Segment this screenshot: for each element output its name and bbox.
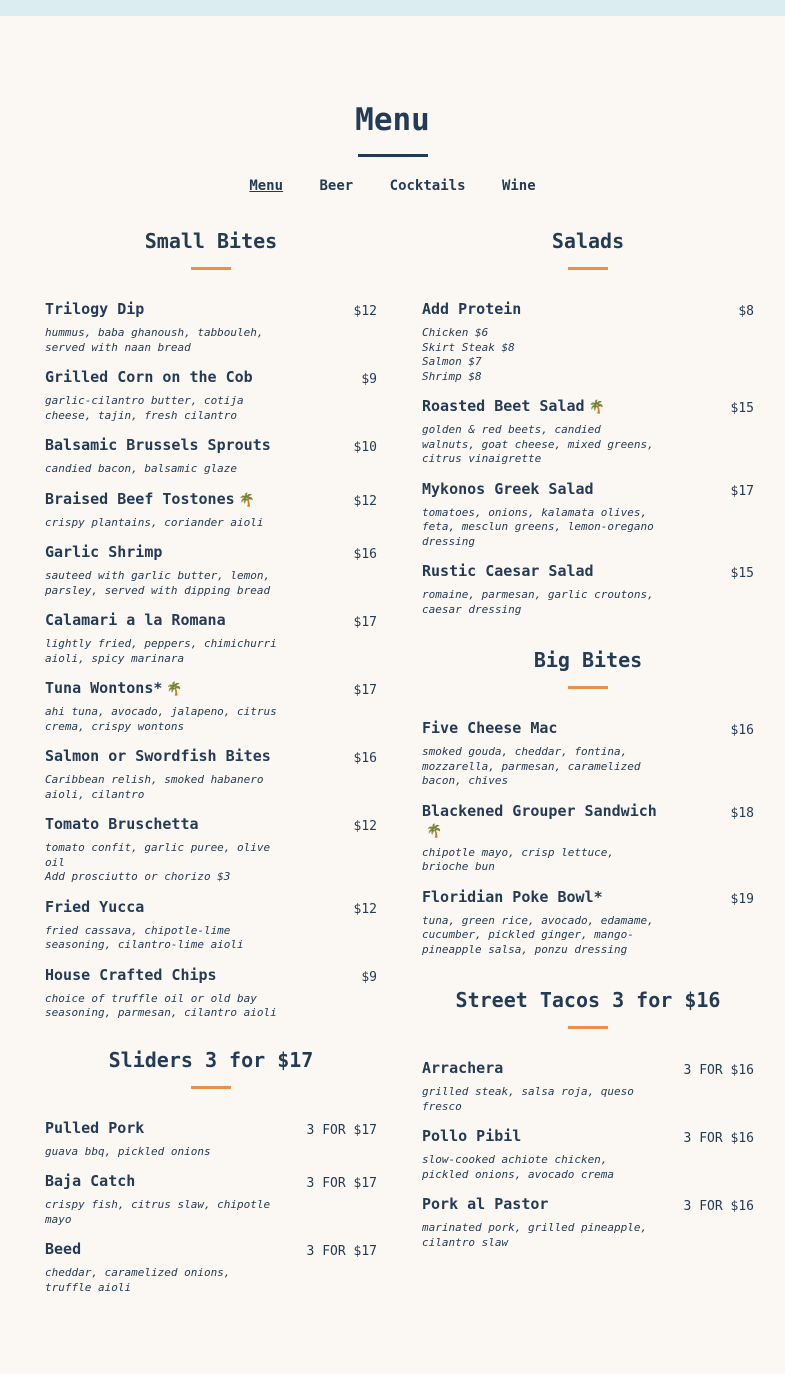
menu-item-name [45,1240,81,1259]
menu-item-name-text: Blackened Grouper Sandwich [422,801,657,820]
top-bar [0,0,785,16]
menu-item-description-line: golden & red beets, candied walnuts, goat cheese, mixed greens, citrus vinaigrette [422,423,654,465]
menu-item [45,1172,377,1227]
menu-item-description-line: chipotle mayo, crisp lettuce, brioche bun [422,845,615,873]
menu-item-price: 3 FOR $16 [683,1199,754,1214]
menu-item-price: $12 [353,819,377,834]
menu-item-description [422,1085,654,1114]
menu-item-description [422,326,654,384]
menu-item-name [422,719,557,738]
menu-item-description-line: sauteed with garlic butter, lemon, parsley, served with dipping bread [45,569,271,597]
nav-link-beer[interactable]: Beer [319,178,354,194]
menu-item-header [422,562,754,583]
menu-item-description-line: choice of truffle oil or old bay seasoning, parmesan, cilantro aioli [45,991,277,1019]
menu-item-price: $15 [730,566,754,581]
menu-item-header [45,1119,377,1140]
menu-item-header [45,1172,377,1193]
nav-link-menu[interactable]: Menu [249,178,284,194]
menu-item [45,300,377,355]
menu-item-name-text: Pork al Pastor [422,1195,549,1213]
menu-item-description [45,516,277,531]
menu-item [45,611,377,666]
menu-item-name [422,802,662,841]
section-salads [422,228,754,617]
menu-item-description [422,1153,654,1182]
menu-item-description-line: Shrimp $8 [422,369,482,383]
menu-item [45,1240,377,1295]
nav-link-cocktails[interactable]: Cocktails [389,178,466,194]
menu-item-description [45,1266,277,1295]
menu-item-description [45,992,277,1021]
menu-item-price: $18 [730,805,754,821]
menu-item-description-line: candied bacon, balsamic glaze [45,462,238,475]
menu-item-header [45,611,377,632]
menu-item [422,562,754,617]
menu-item-name-text: House Crafted Chips [45,965,217,984]
menu-item-name-text: Pollo Pibil [422,1127,522,1145]
palm-tree-icon: 🌴 [166,682,183,697]
menu-item-price: 3 FOR $17 [306,1244,377,1259]
menu-item-price: 3 FOR $17 [306,1122,377,1138]
nav-link-wine[interactable]: Wine [501,178,536,194]
page-title: Menu [355,102,430,138]
menu-item-name-text: Add Protein [422,300,522,318]
menu-item [45,1119,377,1160]
menu-item-description [422,914,654,958]
section-title: Sliders 3 for $17 [108,1047,314,1072]
menu-item-description [45,1145,277,1160]
menu-item-price: $10 [353,440,377,455]
menu-item [422,1127,754,1182]
menu-item-price: $17 [353,615,377,630]
menu-item-price: $8 [738,304,754,319]
palm-tree-icon: 🌴 [426,823,443,839]
menu-item-description-line: crispy plantains, coriander aioli [45,515,264,529]
menu-item-price: $12 [353,901,377,917]
menu-item-header [45,747,377,768]
palm-tree-icon: 🌴 [588,400,605,415]
menu-item-description [45,1198,277,1227]
menu-item-name-text: Salmon or Swordfish Bites [45,747,271,765]
menu-item [45,368,377,423]
menu-item-header [45,300,377,321]
menu-item-name-text: Roasted Beet Salad [422,397,585,415]
menu-item-name-text: Trilogy Dip [45,300,145,318]
menu-item-description-line: garlic-cilantro butter, cotija cheese, tajin, fresh cilantro [45,394,244,422]
menu-item [422,1195,754,1250]
menu-item-name [422,300,521,319]
menu-item-price: $9 [361,969,377,985]
menu-item-name [45,611,226,630]
menu-item-price: $9 [361,372,377,387]
menu-item-header [422,397,754,418]
menu-item-price: 3 FOR $17 [306,1176,377,1191]
section-divider [568,686,608,689]
menu-item-name [45,490,255,510]
menu-item-name [422,1195,548,1214]
menu-item-name [45,543,162,562]
menu-item-description-line: guava bbq, pickled onions [45,1144,211,1158]
menu-item-name-text: Grilled Corn on the Cob [45,368,253,386]
menu-item-header [45,1240,377,1261]
menu-item-description-line: romaine, parmesan, garlic croutons, caesar dressing [422,588,654,616]
menu-item-header [45,898,377,919]
menu-item-name [45,898,144,917]
menu-item-price: $17 [353,683,377,698]
menu-item-price: 3 FOR $16 [683,1131,754,1146]
menu-item-description-line: Chicken $6 [422,326,489,339]
menu-item-description-line: slow-cooked achiote chicken, pickled onions, avocado crema [422,1153,615,1181]
menu-item-price: $17 [730,483,754,499]
menu-item-description-line: lightly fried, peppers, chimichurri aioli, spicy marinara [45,637,277,665]
menu-item-name-text: Five Cheese Mac [422,719,558,737]
menu-item-description-line: marinated pork, grilled pineapple, cilantro slaw [422,1221,648,1249]
section-sliders [45,1047,377,1296]
menu-item-description [422,1221,654,1250]
menu-item-header [422,1127,754,1148]
menu-item-header [45,679,377,700]
menu-item-description [45,841,277,885]
menu-item-description-line: tomatoes, onions, kalamata olives, feta, mesclun greens, lemon-oregano dressing [422,505,654,548]
menu-item [422,888,754,958]
menu-item-header [422,802,754,841]
menu-item-header [45,436,377,457]
menu-item-description [45,924,277,953]
menu-item-name-text: Mykonos Greek Salad [422,479,594,498]
section-title: Big Bites [533,648,643,672]
menu-item [45,490,377,531]
section-title: Salads [551,229,625,253]
menu-item-name-text: Calamari a la Romana [45,611,226,629]
menu-item-description-line: cheddar, caramelized onions, truffle aioli [45,1266,231,1294]
menu-item-price: $16 [353,547,377,562]
menu-item-price: $12 [353,304,377,319]
menu-item-description-line: hummus, baba ghanoush, tabbouleh, served with naan bread [45,326,264,354]
menu-item-description [45,569,277,598]
menu-item-price: $19 [730,891,754,907]
menu-item-description-line: tomato confit, garlic puree, olive oil [45,841,271,869]
menu-item [45,747,377,802]
menu-item-name [422,888,603,907]
menu-item-name [45,436,271,455]
menu-item-description [422,745,654,789]
menu-item-description-line: crispy fish, citrus slaw, chipotle mayo [45,1198,271,1226]
menu-item-name [45,300,144,319]
menu-item-name-text: Beed [45,1240,82,1258]
menu-item-name [422,480,594,499]
menu-item-price: $16 [730,723,754,738]
menu-item [45,898,377,953]
menu-item-description-line: tuna, green rice, avocado, edamame, cucumber, pickled ginger, mango-pineapple salsa, ponzu dressing [422,913,654,956]
menu-item-header [45,368,377,389]
menu-item-name-text: Fried Yucca [45,897,145,916]
menu-item [45,436,377,477]
menu-item-name-text: Tuna Wontons* [45,679,163,697]
menu-item [45,679,377,734]
menu-item-description [422,588,654,617]
section-street-tacos [422,987,754,1250]
menu-item-description-line: Salmon $7 [422,355,482,368]
menu-item-name-text: Rustic Caesar Salad [422,562,594,580]
menu-item-name-text: Tomato Bruschetta [45,815,199,833]
menu-item-name-text: Balsamic Brussels Sprouts [45,436,271,454]
menu-item [422,300,754,384]
section-title: Street Tacos 3 for $16 [455,988,721,1012]
menu-item-description-line: grilled steak, salsa roja, queso fresco [422,1085,634,1113]
menu-item-name [422,1059,503,1078]
menu-item-name [45,1119,144,1138]
right-column [422,228,754,1263]
menu-item-header [45,543,377,564]
title-divider [358,154,428,157]
menu-item-description [45,705,277,734]
menu-item-description [422,506,654,550]
menu-item [422,480,754,550]
menu-item-name [422,562,594,581]
menu-item-name-text: Pulled Pork [45,1118,145,1137]
menu-item [45,815,377,885]
menu-item-name-text: Braised Beef Tostones [45,489,235,508]
palm-tree-icon: 🌴 [238,492,255,508]
section-divider [568,267,608,270]
menu-item-header [422,1059,754,1080]
section-divider [191,267,231,270]
section-title: Small Bites [144,229,278,253]
menu-item-description-line: Add prosciutto or chorizo $3 [45,870,231,883]
menu-item-header [422,480,754,501]
left-column [45,228,377,1308]
menu-item-name [45,679,183,699]
menu-item-description [45,637,277,666]
menu-item-price: 3 FOR $16 [683,1063,754,1078]
menu-item-header [45,490,377,511]
menu-item [422,802,754,875]
section-small-bites [45,228,377,1021]
section-big-bites [422,647,754,957]
menu-item-description-line: Caribbean relish, smoked habanero aioli, cilantro [45,773,264,801]
menu-item-header [422,719,754,740]
menu-item-price: $15 [730,401,754,416]
menu-item [45,966,377,1021]
menu-item-description [422,846,654,875]
menu-item-name [45,1172,135,1191]
menu-item-name [45,747,271,766]
menu-item [422,719,754,789]
menu-item-description [45,394,277,423]
section-divider [568,1026,608,1029]
menu-item-description [45,326,277,355]
menu-item-header [45,966,377,987]
menu-nav [0,178,785,194]
menu-item [422,397,754,467]
menu-item-price: $12 [353,493,377,509]
menu-item-name [45,815,199,834]
menu-item-name [422,397,605,417]
section-divider [191,1086,231,1089]
menu-item-header [45,815,377,836]
menu-item-description-line: ahi tuna, avocado, jalapeno, citrus crema, crispy wontons [45,705,277,733]
menu-item-header [422,1195,754,1216]
menu-item-price: $16 [353,751,377,766]
menu-item [422,1059,754,1114]
menu-item-name [45,966,217,985]
menu-item-name [422,1127,521,1146]
menu-item-description-line: smoked gouda, cheddar, fontina, mozzarella, parmesan, caramelized bacon, chives [422,745,641,787]
menu-item-name-text: Arrachera [422,1059,504,1077]
menu-item-description-line: fried cassava, chipotle-lime seasoning, cilantro-lime aioli [45,923,244,951]
menu-item-header [422,888,754,909]
menu-item-header [422,300,754,321]
menu-item-description [45,773,277,802]
menu-item-name-text: Baja Catch [45,1172,136,1190]
menu-item-name [45,368,253,387]
menu-item [45,543,377,598]
menu-item-name-text: Garlic Shrimp [45,543,163,561]
menu-item-name-text: Floridian Poke Bowl* [422,887,603,906]
menu-item-description [422,423,654,467]
menu-item-description [45,462,277,477]
menu-item-description-line: Skirt Steak $8 [422,340,515,354]
